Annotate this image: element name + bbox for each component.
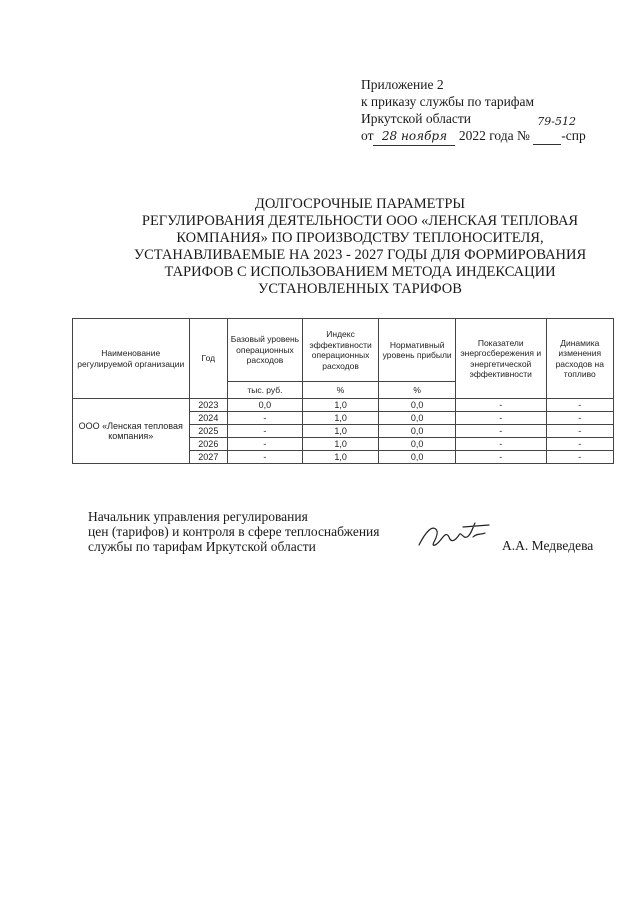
table-cell: - (546, 412, 613, 425)
signer-position-line-2: цен (тарифов) и контроля в сфере теплоснабжения (88, 524, 380, 539)
unit-cell: % (302, 382, 379, 399)
handwritten-signature (415, 515, 499, 555)
table-cell: 0,0 (379, 399, 455, 412)
year-cell: 2023 (189, 399, 228, 412)
table-cell: 0,0 (379, 438, 455, 451)
year-cell: 2027 (189, 451, 228, 464)
header-year: Год (189, 319, 228, 399)
signer-name: А.А. Медведева (502, 538, 594, 553)
title-line-4: УСТАНАВЛИВАЕМЫЕ НА 2023 - 2027 ГОДЫ ДЛЯ ФОРМИРОВАНИЯ (133, 247, 587, 263)
table-cell: 0,0 (228, 399, 303, 412)
header-base-opex: Базовый уровень операционных расходов (228, 319, 303, 382)
handwritten-order-number: 79-512 (537, 115, 577, 128)
table-cell: - (546, 451, 613, 464)
header-profit-level: Нормативный уровень прибыли (379, 319, 455, 382)
table-cell: 0,0 (379, 451, 455, 464)
order-suffix: -спр (561, 128, 586, 143)
table-cell: - (546, 399, 613, 412)
table-cell: - (455, 399, 546, 412)
year-cell: 2025 (189, 425, 228, 438)
organization-name-cell: ООО «Ленская тепловая компания» (73, 399, 190, 464)
document-title (80, 196, 640, 298)
year-cell: 2024 (189, 412, 228, 425)
title-line-1: ДОЛГОСРОЧНЫЕ ПАРАМЕТРЫ (254, 196, 466, 212)
signature-block (88, 509, 379, 554)
parameters-table (72, 318, 614, 464)
table-cell: 0,0 (379, 425, 455, 438)
title-line-6: УСТАНОВЛЕННЫХ ТАРИФОВ (258, 281, 462, 297)
table-cell: - (455, 438, 546, 451)
handwritten-date: 28 ноября (373, 128, 455, 146)
table-row (73, 399, 614, 412)
signer-position-line-3: службы по тарифам Иркутской области (88, 539, 316, 554)
header-efficiency-index: Индекс эффективности операционных расходов (302, 319, 379, 382)
table-cell: - (228, 412, 303, 425)
annex-line-3: Иркутской области (361, 111, 472, 126)
unit-cell: % (379, 382, 455, 399)
signer-position-line-1: Начальник управления регулирования (88, 509, 308, 524)
table-cell: 1,0 (302, 412, 379, 425)
unit-cell: тыс. руб. (228, 382, 303, 399)
header-energy-saving: Показатели энергосбережения и энергетической эффективности (455, 319, 546, 399)
table-cell: - (228, 438, 303, 451)
title-line-2: РЕГУЛИРОВАНИЯ ДЕЯТЕЛЬНОСТИ ООО «ЛЕНСКАЯ ТЕПЛОВАЯ (141, 213, 579, 229)
annex-block (361, 76, 586, 146)
table-cell: - (228, 451, 303, 464)
table-cell: - (455, 451, 546, 464)
header-fuel-dynamics: Динамика изменения расходов на топливо (546, 319, 613, 399)
header-organization: Наименование регулируемой организации (73, 319, 190, 399)
table-cell: 1,0 (302, 438, 379, 451)
title-line-3: КОМПАНИЯ» ПО ПРОИЗВОДСТВУ ТЕПЛОНОСИТЕЛЯ, (176, 230, 544, 246)
table-cell: - (546, 438, 613, 451)
date-prefix: от (361, 128, 374, 143)
title-line-5: ТАРИФОВ С ИСПОЛЬЗОВАНИЕМ МЕТОДА ИНДЕКСАЦИИ (164, 264, 556, 280)
year-cell: 2026 (189, 438, 228, 451)
table-cell: 1,0 (302, 425, 379, 438)
year-text: 2022 года № (458, 128, 530, 143)
annex-line-1: Приложение 2 (361, 77, 444, 92)
table-cell: - (455, 412, 546, 425)
annex-line-2: к приказу службы по тарифам (361, 94, 535, 109)
table-header-row (73, 319, 614, 382)
table-cell: - (455, 425, 546, 438)
table-cell: 0,0 (379, 412, 455, 425)
table-cell: - (228, 425, 303, 438)
table-cell: 1,0 (302, 451, 379, 464)
table-cell: 1,0 (302, 399, 379, 412)
table-cell: - (546, 425, 613, 438)
